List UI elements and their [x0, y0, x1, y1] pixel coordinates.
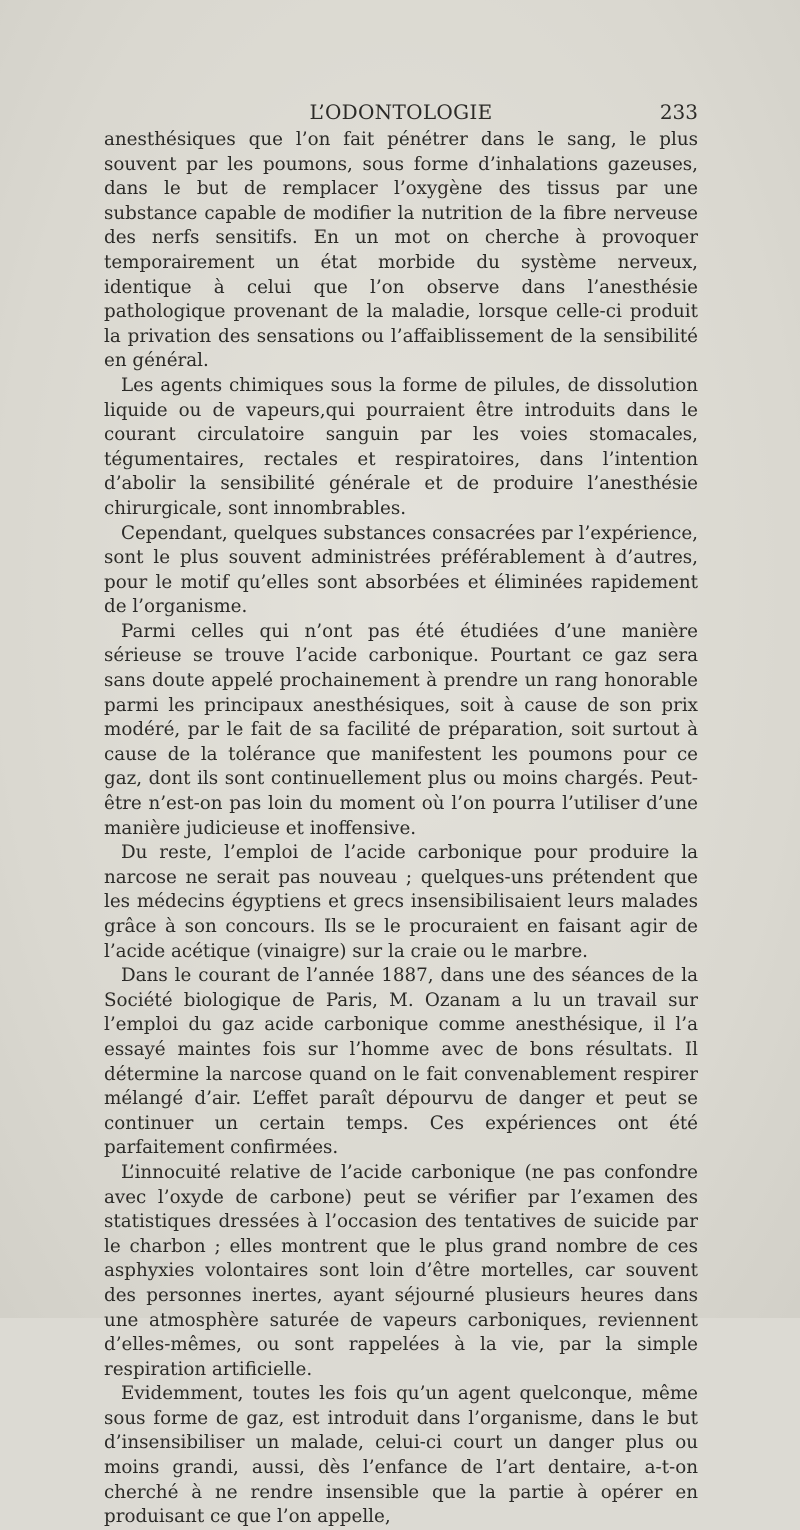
paragraph: L’innocuité relative de l’acide carbonique (ne pas confondre avec l’oxyde de carbone) peut se vérifier par l’examen des statistiques dressées à l’occasion des tentatives de suicide par le charbon ; elles montrent que le plus grand nombre de ces asphyxies volontaires sont loin d’être mortelles, car souvent des personnes inertes, ayant séjourné plusieurs heures dans une atmosphère saturée de vapeurs carboniques, reviennent d’elles-mêmes, ou sont rappelées à la vie, par la simple respiration artificielle.	[104, 1161, 698, 1380]
page-header	[104, 100, 698, 128]
paragraph: Cependant, quelques substances consacrées par l’expérience, sont le plus souvent administrées préférablement à d’autres, pour le motif qu’elles sont absorbées et éliminées rapidement de l’organisme.	[104, 522, 698, 618]
page-number: 233	[659, 100, 698, 124]
running-title: L’ODONTOLOGIE	[309, 100, 493, 124]
paragraph: Du reste, l’emploi de l’acide carbonique pour produire la narcose ne serait pas nouveau ; quelques-uns prétendent que les médecins égyptiens et grecs insensibilisaient leurs malades grâce à son concours. Ils se le procuraient en faisant agir de l’acide acétique (vinaigre) sur la craie ou le marbre.	[104, 842, 698, 962]
paragraph: Dans le courant de l’année 1887, dans une des séances de la Société biologique de Paris, M. Ozanam a lu un travail sur l’emploi du gaz acide carbonique comme anesthésique, il l’a essayé maintes fois sur l’homme avec de bons résultats. Il détermine la narcose quand on le fait convenablement respirer mélangé d’air. L’effet paraît dépourvu de danger et peut se continuer un certain temps. Ces expériences ont été parfaitement confirmées.	[104, 965, 698, 1159]
paragraph: Evidemment, toutes les fois qu’un agent quelconque, même sous forme de gaz, est introduit dans l’organisme, dans le but d’insensibiliser un malade, celui-ci court un danger plus ou moins grandi, aussi, dès l’enfance de l’art dentaire, a-t-on cherché à ne rendre insensible que la partie à opérer en produisant ce que l’on appelle,	[104, 1383, 698, 1528]
paragraph: Les agents chimiques sous la forme de pilules, de dissolution liquide ou de vapeurs,qui pourraient être introduits dans le courant circulatoire sanguin par les voies stomacales, tégumentaires, rectales et respiratoires, dans l’intention d’abolir la sensibilité générale et de produire l’anesthésie chirurgicale, sont innombrables.	[104, 374, 698, 519]
paragraph: Parmi celles qui n’ont pas été étudiées d’une manière sérieuse se trouve l’acide carbonique. Pourtant ce gaz sera sans doute appelé prochainement à prendre un rang honorable parmi les principaux anesthésiques, soit à cause de son prix modéré, par le fait de sa facilité de préparation, soit surtout à cause de la tolérance que manifestent les poumons pour ce gaz, dont ils sont continuellement plus ou moins chargés. Peut-être n’est-on pas loin du moment où l’on pourra l’utiliser d’une manière judicieuse et inoffensive.	[104, 620, 698, 839]
body-text	[104, 128, 698, 1530]
paragraph-continued: anesthésiques que l’on fait pénétrer dans le sang, le plus souvent par les poumons, sous forme d’inhalations gazeuses, dans le but de remplacer l’oxygène des tissus par une substance capable de modifier la nutrition de la fibre nerveuse des nerfs sensitifs. En un mot on cherche à provoquer temporairement un état morbide du système nerveux, identique à celui que l’on observe dans l’anesthésie pathologique provenant de la maladie, lorsque celle-ci produit la privation des sensations ou l’affaiblissement de la sensibilité en général.	[104, 129, 698, 372]
